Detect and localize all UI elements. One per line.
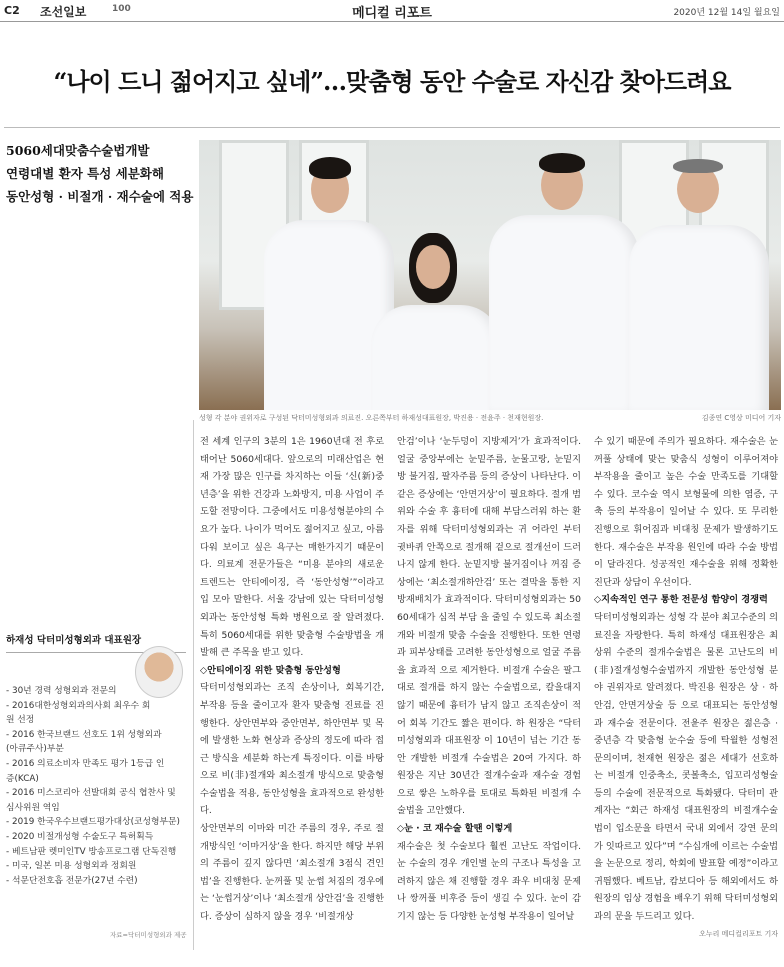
section-subhead: ◇안티에이징 위한 맞춤형 동안성형 <box>200 664 341 676</box>
body-paragraph: 안검’이나 ‘눈두덩이 지방제거’가 효과적이다. 얼굴 중앙부에는 눈밑주름, 눈물고랑, 눈밑지방 불거짐, 팔자주름 등의 증상이 나타난다. 이 같은 증상에는 ‘안면거상’이 필요하다. 절개 범위와 수술 후 흉터에 대해 부담스러워 하는 환자를 위해 닥터미성형외과는 귀 어라인 부터 귓바퀴 안쪽으로 절개해 겉으로 절개선이 드러나지 않게 한다. 눈밑지방 불거짐이나 꺼짐 증상에는 ‘최소절개하안검’ 또는 결막을 통한 지방재배치가 효과적이다. 닥터미성형외과는 5060세대가 심적 부담 을 줄일 수 있도록 최소절개와 비절개 맞춤 수술을 진행한다. 또한 연령과 피부상태를 고려한 동안성형으로 얼굴 주름을 효과적 으로 제거한다. 비절개 수술은 팔그대로 절개를 하지 않는 수술법으로, 칼을대지 않기 때문에 흉터가 남지 않고 조직손상이 적어 회복 기간도 짧은 편이다. 하 원장은 “닥터미성형외과 대표원장 이 10년이 넘는 기간 동안 개발한 비절개 수술법은 20여 가지다. 하 원장은 지난 30년간 절개수술과 재수술 경험으로 쌓은 노하우를 토대로 특화된 비절개 수술법을 고안했다. <box>397 436 581 817</box>
list-item: - 2019 한국우수브랜드평가대상(코성형부문) <box>6 817 180 828</box>
headline: “나이 드니 젊어지고 싶네”…맞춤형 동안 수술로 자신감 찾아드려요 <box>53 67 731 96</box>
subheadline-block <box>6 139 194 208</box>
subheadline-3: 동안성형 · 비절개 · 재수술에 적용 <box>6 189 194 204</box>
byline: 오누리 메디컬리포트 기자 <box>699 929 778 938</box>
list-item: - 석문단전호흡 전문가(27년 수련) <box>6 875 138 886</box>
headline-divider <box>4 127 780 128</box>
photo-caption: 성형 각 분야 권위자로 구성된 닥터미성형외과 의료진. 오른쪽부터 하재성대표원장, 박진용 · 전윤주 · 천재현원장. <box>199 414 544 422</box>
list-item: - 2016대한성형외과의사회 최우수 회원 선정 <box>6 700 151 726</box>
photo-credit: 김종연 C영상 미디어 기자 <box>701 414 781 422</box>
newspaper-name: 조선일보 <box>40 5 87 19</box>
subheadline-2: 연령대별 환자 특성 세분화해 <box>6 166 164 181</box>
article-column-3 <box>594 433 778 943</box>
body-paragraph: 전 세계 인구의 3분의 1은 1960년대 전 후로 태어난 5060세대다. 앞으로의 미래산업은 현재 가장 많은 인구를 차지하는 이들 ‘신(新)중년층’을 위한 건강과 노화방지, 미용 사업이 주도할 전망이다. 그중에서도 미용성형분야의 수요가 높다. 나이가 먹어도 젊어지고 싶고, 아름다워 보이고 싶은 욕구는 매한가지기 때문이다. 의료계 전문가들은 “미용 분야의 새로운 트렌드는 안티에이징, 즉 ‘동안성형’”이라고 입 모아 말한다. 서울 강남에 있는 닥터미성형외과는 동안성형 특화 병원으로 잘 알려졌다. 특히 5060세대를 위한 맞춤형 수술방법을 개발해 큰 주목을 받고 있다. <box>200 436 384 659</box>
body-paragraph: 수 있기 때문에 주의가 필요하다. 재수술은 눈꺼풀 상태에 맞는 맞춤식 성형이 이루어져야 부작용을 줄이고 높은 수술 만족도를 기대할 수 있다. 코수술 역시 보형물에 의한 염증, 구축 등의 부작용이 일어날 수 있다. 또 무리한 진행으로 휘어짐과 비대칭 문제가 발생하기도 한다. 재수술은 부작용 원인에 따라 수술 방법이 달라진다. 성공적인 재수술을 위해 정확한 진단과 상담이 우선이다. <box>594 436 778 588</box>
column-divider <box>193 420 194 950</box>
profile-box <box>6 632 184 886</box>
list-item: - 30년 경력 성형외과 전문의 <box>6 686 117 696</box>
list-item: - 베트남판 렛미인TV 방송프로그램 단독진행 <box>6 846 177 857</box>
list-item: - 2016 의료소비자 만족도 평가 1등급 인증(KCA) <box>6 758 165 784</box>
section-subhead: ◇지속적인 연구 통한 전문성 함양이 경쟁력 <box>594 594 768 606</box>
photo-caption-row <box>199 413 781 423</box>
list-item: - 2016 미스코리아 선발대회 공식 협찬사 및 심사위원 역임 <box>6 788 176 813</box>
profile-career-list <box>6 684 186 888</box>
article-column-2 <box>397 433 581 926</box>
article-column-1 <box>200 433 384 926</box>
section-title: 메디컬 리포트 <box>352 6 432 21</box>
body-paragraph: 닥터미성형외과는 성형 각 분야 최고수준의 의료진을 자랑한다. 특히 하재성 대표원장은 최상위 수준의 절개수술법은 물론 고난도의 비(非)절개성형수술법까지 개발한 동안성형 분야 권위자로 알려졌다. 박진용 원장은 상 · 하안검, 안면거상술 등 으로 대표되는 동안성형과 재수술 전문이다. 전윤주 원장은 젊은층 · 중년층 각 맞춤형 눈수술 등에 탁월한 성형전문의이며, 천재현 원장은 젊은 세대가 선호하는 비절개 인중축소, 콧볼축소, 입꼬리성형술등의 수술에 전문적으로 특화됐다. 닥터미 관계자는 “회근 하재성 대표원장의 비절개수술법이 입소문을 타면서 국내 외에서 강연 문의가 잇따르고 있다”며 “수십개에 이르는 수술법을 논문으로 정리, 학회에 발표할 예정”이라고 귀띔했다. 베트남, 캄보디아 등 해외에서도 하 원장의 임상 경험을 배우기 위해 닥터미성형외과의 문을 두드리고 있다. <box>594 611 778 923</box>
issue-date: 2020년 12월 14일 월요일 <box>673 8 780 18</box>
body-paragraph: 상안면부의 이마와 미간 주름의 경우, 주로 절개방식인 ‘이마거상’을 한다. 하지만 해당 부위의 주름이 깊지 않다면 ‘최소절개 3점식 견인법’을 진행한다. 눈꺼풀 및 눈썹 처짐의 경우에는 ‘눈썹거상’이나 ‘최소절개 상안검’을 진행한다. 증상이 심하지 않을 경우 ‘비절개상 <box>200 823 384 923</box>
body-paragraph: 닥터미성형외과는 조직 손상이나, 회복기간, 부작용 등을 줄이고자 환자 맞춤형 진료를 진행한다. 상안면부와 중안면부, 하안면부 및 목에 발생한 노화 현상과 증상의 정도에 따라 접근 방식을 세분화 하는게 특징이다. 이를 바탕으로 비(非)절개와 최소절개 방식으로 맞춤형 수술법을 적용, 동안성형을 효과적으로 완성한다. <box>200 682 384 817</box>
page-header <box>0 0 784 22</box>
list-item: - 미국, 일본 미용 성형외과 정회원 <box>6 861 137 872</box>
page-number: C2 <box>4 4 20 17</box>
body-paragraph: 재수술은 첫 수술보다 훨씬 고난도 작업이다. 눈 수술의 경우 개인별 눈의 구조나 특성을 고려하지 않은 채 진행할 경우 좌우 비대칭 문제나 쌍꺼풀 비후증 등이 생길 수 있다. 눈이 감기지 않는 등 다양한 눈성형 부작용이 일어날 <box>397 840 581 923</box>
doctors-group-photo <box>199 140 781 410</box>
list-item: - 2020 비절개성형 수술도구 특허획득 <box>6 831 154 842</box>
centennial-logo: 100 <box>112 4 131 14</box>
list-item: - 2016 한국브랜드 선호도 1위 성형외과 (아큐주사)부분 <box>6 729 162 755</box>
source-note: 자료=닥터미성형외과 제공 <box>110 931 187 939</box>
subheadline-1: 5060세대맞춤수술법개발 <box>6 143 150 158</box>
section-subhead: ◇눈 · 코 재수술 할땐 이렇게 <box>397 823 513 835</box>
profile-title: 하재성 닥터미성형외과 대표원장 <box>6 632 186 653</box>
